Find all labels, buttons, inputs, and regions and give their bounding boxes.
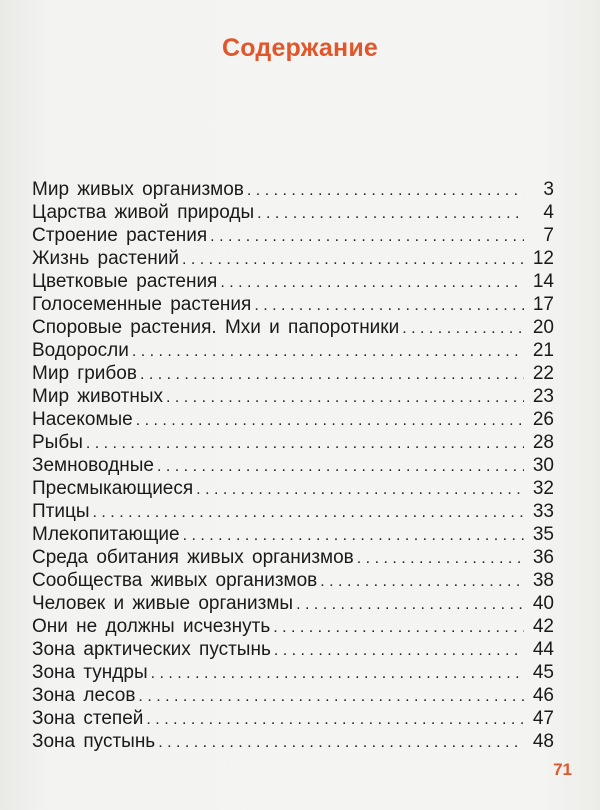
dot-leader	[247, 179, 524, 202]
toc-entry[interactable]	[32, 385, 554, 408]
toc-entry-title: Они не должны исчезнуть	[32, 616, 271, 637]
dot-leader	[210, 225, 524, 248]
toc-entry-title: Млекопитающие	[32, 524, 180, 545]
toc-entry-title: Зона степей	[32, 708, 144, 729]
dot-leader	[257, 202, 524, 225]
dot-leader	[320, 570, 524, 593]
toc-entry-title: Мир грибов	[32, 363, 137, 384]
toc-entry[interactable]	[32, 500, 554, 523]
table-of-contents	[32, 178, 554, 753]
toc-entry-page: 47	[532, 708, 554, 729]
toc-entry-title: Водоросли	[32, 340, 129, 361]
toc-entry[interactable]	[32, 638, 554, 661]
toc-entry[interactable]	[32, 707, 554, 730]
dot-leader	[151, 662, 524, 685]
toc-entry-title: Зона лесов	[32, 685, 136, 706]
toc-entry-page: 35	[532, 524, 554, 545]
toc-entry-title: Пресмыкающиеся	[32, 478, 194, 499]
toc-entry-page: 12	[532, 248, 554, 269]
toc-entry-title: Земноводные	[32, 455, 154, 476]
toc-entry[interactable]	[32, 477, 554, 500]
dot-leader	[136, 409, 524, 432]
toc-entry-page: 42	[532, 616, 554, 637]
dot-leader	[196, 478, 524, 501]
toc-entry-title: Голосеменные растения	[32, 294, 252, 315]
toc-entry-page: 21	[532, 340, 554, 361]
toc-entry[interactable]	[32, 730, 554, 753]
toc-entry[interactable]	[32, 569, 554, 592]
toc-entry-page: 44	[532, 639, 554, 660]
dot-leader	[166, 386, 524, 409]
dot-leader	[296, 593, 524, 616]
toc-entry[interactable]	[32, 431, 554, 454]
dot-leader	[132, 340, 524, 363]
toc-entry-title: Насекомые	[32, 409, 133, 430]
dot-leader	[357, 547, 524, 570]
toc-entry-title: Зона арктических пустынь	[32, 639, 271, 660]
toc-entry-page: 20	[532, 317, 554, 338]
toc-entry-page: 45	[532, 662, 554, 683]
toc-entry-page: 26	[532, 409, 554, 430]
dot-leader	[183, 524, 524, 547]
toc-entry[interactable]	[32, 293, 554, 316]
toc-entry[interactable]	[32, 362, 554, 385]
toc-entry[interactable]	[32, 247, 554, 270]
toc-entry-page: 38	[532, 570, 554, 591]
toc-entry[interactable]	[32, 316, 554, 339]
toc-entry[interactable]	[32, 661, 554, 684]
toc-entry-title: Зона пустынь	[32, 731, 156, 752]
dot-leader	[86, 432, 524, 455]
toc-entry[interactable]	[32, 178, 554, 201]
toc-entry-title: Сообщества живых организмов	[32, 570, 318, 591]
toc-entry[interactable]	[32, 339, 554, 362]
toc-entry-title: Строение растения	[32, 225, 208, 246]
toc-entry-title: Рыбы	[32, 432, 83, 453]
toc-entry-page: 40	[532, 593, 554, 614]
toc-entry-title: Мир живых организмов	[32, 179, 244, 200]
dot-leader	[182, 248, 524, 271]
toc-entry-page: 4	[543, 202, 554, 223]
toc-entry-page: 46	[532, 685, 554, 706]
toc-entry-page: 7	[543, 225, 554, 246]
dot-leader	[274, 639, 524, 662]
toc-entry-title: Среда обитания живых организмов	[32, 547, 354, 568]
page-title: Содержание	[221, 34, 379, 62]
toc-entry[interactable]	[32, 684, 554, 707]
toc-entry-page: 23	[532, 386, 554, 407]
toc-entry-page: 22	[532, 363, 554, 384]
toc-entry-title: Жизнь растений	[32, 248, 179, 269]
dot-leader	[140, 363, 524, 386]
toc-entry[interactable]	[32, 592, 554, 615]
toc-entry-page: 28	[532, 432, 554, 453]
toc-entry[interactable]	[32, 454, 554, 477]
toc-entry-page: 32	[532, 478, 554, 499]
toc-entry[interactable]	[32, 201, 554, 224]
toc-entry-title: Споровые растения. Мхи и папоротники	[32, 317, 400, 338]
toc-entry-title: Человек и живые организмы	[32, 593, 294, 614]
dot-leader	[158, 731, 524, 754]
toc-entry-title: Птицы	[32, 501, 90, 522]
toc-entry-page: 30	[532, 455, 554, 476]
toc-entry-page: 36	[532, 547, 554, 568]
dot-leader	[93, 501, 524, 524]
toc-entry-title: Зона тундры	[32, 662, 148, 683]
toc-entry[interactable]	[32, 408, 554, 431]
dot-leader	[146, 708, 524, 731]
toc-entry-page: 3	[543, 179, 554, 200]
toc-entry[interactable]	[32, 615, 554, 638]
dot-leader	[254, 294, 524, 317]
toc-entry-title: Цветковые растения	[32, 271, 218, 292]
dot-leader	[220, 271, 524, 294]
dot-leader	[402, 317, 524, 340]
page-number: 71	[553, 760, 572, 779]
toc-entry[interactable]	[32, 546, 554, 569]
toc-entry-page: 33	[532, 501, 554, 522]
dot-leader	[273, 616, 524, 639]
toc-entry-title: Царства живой природы	[32, 202, 255, 223]
toc-entry[interactable]	[32, 270, 554, 293]
dot-leader	[138, 685, 524, 708]
dot-leader	[157, 455, 524, 478]
toc-entry[interactable]	[32, 523, 554, 546]
toc-entry-page: 48	[532, 731, 554, 752]
toc-entry[interactable]	[32, 224, 554, 247]
toc-entry-page: 14	[532, 271, 554, 292]
toc-entry-page: 17	[532, 294, 554, 315]
toc-entry-title: Мир животных	[32, 386, 163, 407]
